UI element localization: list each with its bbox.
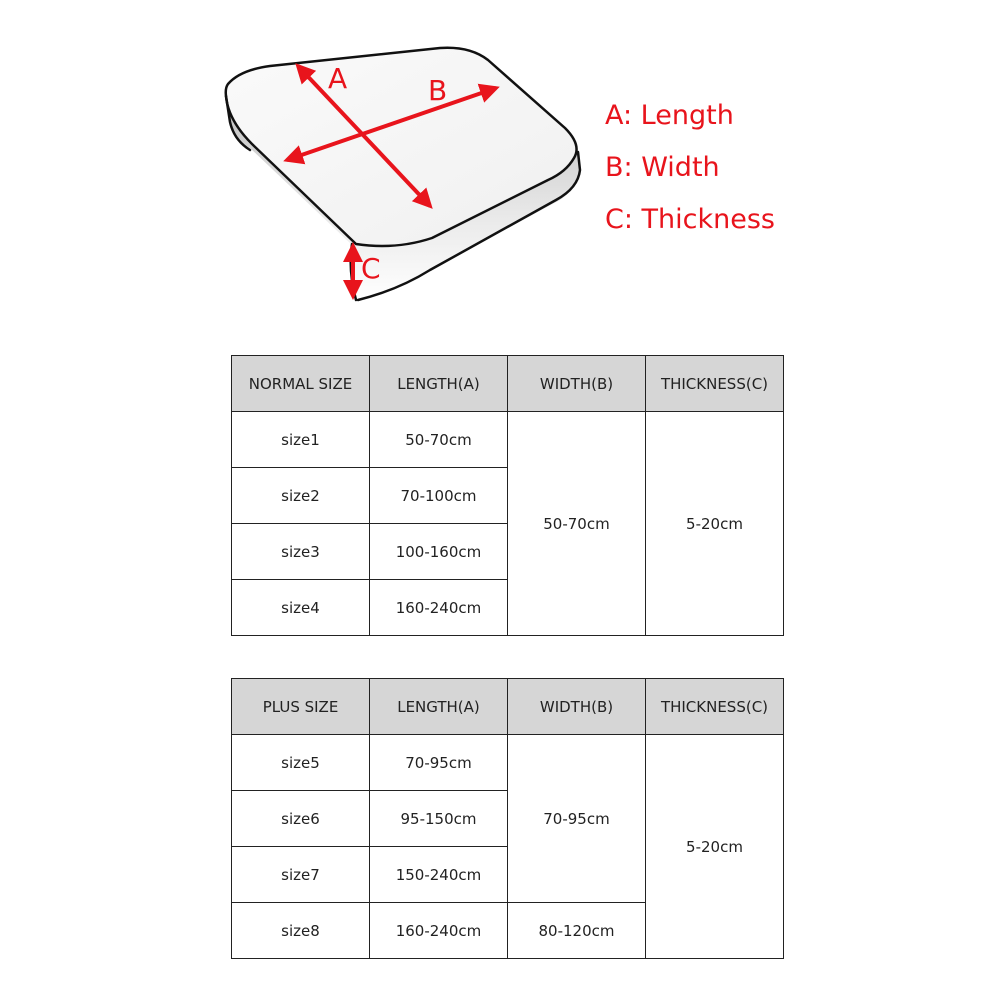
header-width: WIDTH(B) — [508, 679, 646, 735]
size-cell: size2 — [232, 468, 370, 524]
dimension-legend — [605, 90, 905, 246]
width-cell: 50-70cm — [508, 412, 646, 636]
size-cell: size1 — [232, 412, 370, 468]
length-cell: 50-70cm — [370, 412, 508, 468]
header-width: WIDTH(B) — [508, 356, 646, 412]
size-cell: size5 — [232, 735, 370, 791]
header-normal-size: NORMAL SIZE — [232, 356, 370, 412]
table-header-row — [232, 679, 784, 735]
length-cell: 95-150cm — [370, 791, 508, 847]
length-cell: 150-240cm — [370, 847, 508, 903]
label-a: A — [328, 62, 348, 95]
thickness-cell: 5-20cm — [646, 735, 784, 959]
size-cell: size8 — [232, 903, 370, 959]
table-header-row — [232, 356, 784, 412]
size-cell: size3 — [232, 524, 370, 580]
header-thickness: THICKNESS(C) — [646, 356, 784, 412]
length-cell: 100-160cm — [370, 524, 508, 580]
size-cell: size4 — [232, 580, 370, 636]
legend-thickness: C: Thickness — [605, 204, 775, 235]
legend-width: B: Width — [605, 152, 720, 183]
table-row — [232, 735, 784, 791]
length-cell: 70-100cm — [370, 468, 508, 524]
size-cell: size6 — [232, 791, 370, 847]
plus-size-table — [231, 678, 784, 959]
header-thickness: THICKNESS(C) — [646, 679, 784, 735]
length-cell: 160-240cm — [370, 903, 508, 959]
label-c: C — [361, 252, 381, 285]
legend-length: A: Length — [605, 100, 734, 131]
length-cell: 160-240cm — [370, 580, 508, 636]
thickness-cell: 5-20cm — [646, 412, 784, 636]
length-cell: 70-95cm — [370, 735, 508, 791]
table-row — [232, 412, 784, 468]
header-plus-size: PLUS SIZE — [232, 679, 370, 735]
width-cell: 70-95cm — [508, 735, 646, 903]
header-length: LENGTH(A) — [370, 679, 508, 735]
normal-size-table — [231, 355, 784, 636]
size-cell: size7 — [232, 847, 370, 903]
header-length: LENGTH(A) — [370, 356, 508, 412]
width-cell: 80-120cm — [508, 903, 646, 959]
label-b: B — [428, 74, 448, 107]
